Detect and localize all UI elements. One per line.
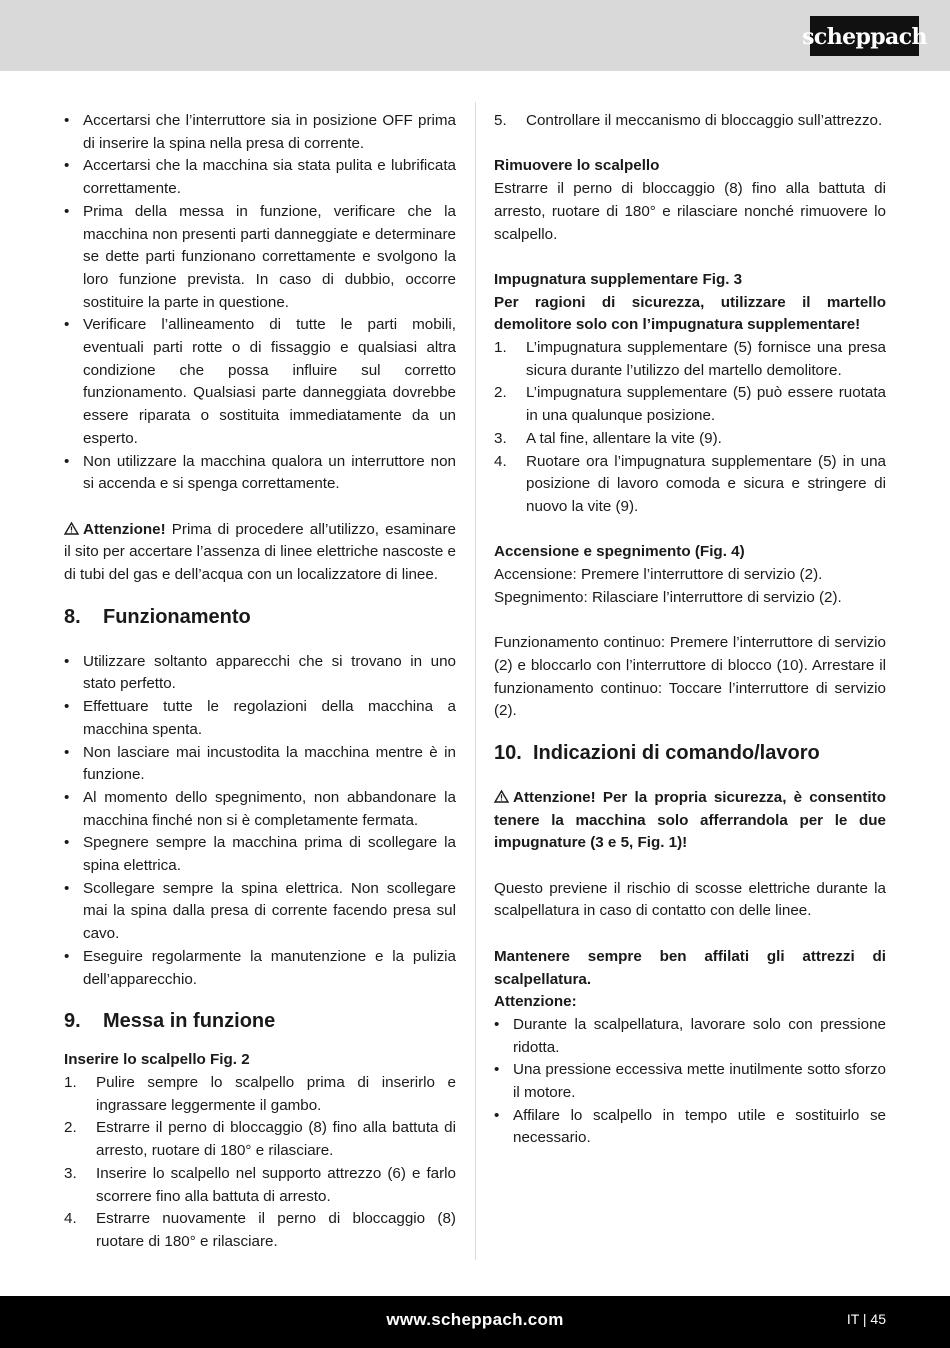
attention-label: Attenzione: [494,993,577,1011]
list-item [494,382,886,427]
page-number: IT | 45 [846,1311,886,1327]
list-item: • Durante la scalpellatura, lavorare solo con pressione ridotta. [494,1014,886,1059]
step-number: 1. [494,339,507,356]
list-item [64,1072,456,1117]
list-item: • Al momento dello spegnimento, non abbandonare la macchina finché non si è completamente fermata. [64,787,456,832]
section-title: Messa in funzione [103,1010,276,1033]
list-item [494,110,886,133]
step-text: L’impugnatura supplementare (5) può essere ruotata in una qualunque posizione. [526,384,886,425]
footer-bar [0,1296,950,1348]
shock-prevention-text: Questo previene il rischio di scosse elettriche durante la scalpellatura in caso di contatto con delle linee. [494,879,886,920]
section-title: Funzionamento [103,605,251,628]
grip-warning-paragraph [494,787,886,855]
step-number: 2. [494,384,507,402]
list-item [494,337,886,382]
brand-logo-graphic [802,16,927,56]
check-lock-step [494,110,886,133]
step-text: Estrarre nuovamente il perno di bloccaggio (8) ruotare di 180° e rilasciare. [96,1210,456,1250]
continuous-operation-text: Funzionamento continuo: Premere l’interruttore di servizio (2) e bloccarlo con l’interruttore di blocco (10). Arrestare il funzionamento continuo: Toccare l’interruttore di servizio (2). [494,634,886,720]
section-number: 8. [64,605,81,628]
handle-subhead: Impugnatura supplementare Fig. 3 [494,270,743,288]
list-item: • Non lasciare mai incustodita la macchina mentre è in funzione. [64,742,456,787]
list-item [494,428,886,451]
right-column [494,110,886,1150]
switch-off-text: Spegnimento: Rilasciare l’interruttore di servizio (2). [494,588,842,606]
list-item [64,1208,456,1253]
handle-safety-note: Per ragioni di sicurezza, utilizzare il martello demolitore solo con l’impugnatura supplementare! [494,293,886,334]
section-8-heading [64,605,456,629]
step-text: Pulire sempre lo scalpello prima di inserirlo e ingrassare leggermente il gambo. [96,1074,456,1114]
step-number: 4. [494,452,507,470]
step-text: Estrarre il perno di bloccaggio (8) fino alla battuta di arresto, ruotare di 180° e rilasciare. [96,1119,456,1160]
step-text: L’impugnatura supplementare (5) fornisce una presa sicura durante l’utilizzo del martello demolitore. [526,339,886,379]
list-item: • Una pressione eccessiva mette inutilmente sotto sforzo il motore. [494,1059,886,1104]
svg-text:scheppach: scheppach [802,24,927,50]
warning-triangle-icon [64,522,79,535]
section-8-bullet-list [64,651,456,992]
step-number: 3. [64,1164,77,1182]
grip-warning-text: Attenzione! Per la propria sicurezza, è consentito tenere la macchina solo afferrandola per le due impugnature (3 e 5, Fig. 1)! [494,788,886,852]
step-text: Inserire lo scalpello nel supporto attrezzo (6) e farlo scorrere fino alla battuta di arresto. [96,1164,456,1205]
warning-triangle-icon [494,790,509,803]
section-9-heading [64,1009,456,1033]
list-item: • Accertarsi che l’interruttore sia in posizione OFF prima di inserire la spina nella presa di corrente. [64,110,456,155]
list-item: • Spegnere sempre la macchina prima di scollegare la spina elettrica. [64,832,456,877]
switch-subhead: Accensione e spegnimento (Fig. 4) [494,543,745,561]
chiseling-tips-list [494,1014,886,1150]
step-text: Ruotare ora l’impugnatura supplementare (5) in una posizione di lavoro comoda e sicura e stringere di nuovo la vite (9). [526,452,886,515]
list-item [64,1163,456,1208]
section-title: Indicazioni di comando/lavoro [533,741,820,764]
left-column [64,110,456,1254]
step-number: 3. [494,429,507,447]
step-text: Controllare il meccanismo di bloccaggio sull’attrezzo. [526,112,883,129]
step-number: 1. [64,1074,77,1091]
list-item: • Accertarsi che la macchina sia stata pulita e lubrificata correttamente. [64,155,456,200]
intro-bullet-list [64,110,456,496]
list-item: • Eseguire regolarmente la manutenzione e la pulizia dell’apparecchio. [64,946,456,991]
remove-chisel-text: Estrarre il perno di bloccaggio (8) fino alla battuta di arresto, ruotare di 180° e rilasciare nonché rimuovere lo scalpello. [494,180,886,243]
website-link[interactable]: www.scheppach.com [386,1310,564,1329]
list-item: • Affilare lo scalpello in tempo utile e sostituirlo se necessario. [494,1105,886,1150]
switch-on-text: Accensione: Premere l’interruttore di servizio (2). [494,566,823,584]
list-item: • Utilizzare soltanto apparecchi che si trovano in uno stato perfetto. [64,651,456,696]
list-item [494,451,886,519]
step-number: 2. [64,1119,77,1137]
list-item: • Prima della messa in funzione, verificare che la macchina non presenti parti danneggiate e determinare se dette parti funzionano correttamente e svolgono la loro funzione prevista. In caso di dubbio, occorre sostituire la parte in questione. [64,201,456,315]
step-number: 4. [64,1210,77,1228]
column-divider [475,102,476,1260]
warning-label: Attenzione! [83,520,166,538]
warning-text: Prima di procedere all’utilizzo, esaminare il sito per accertare l’assenza di linee elettriche nascoste e di tubi del gas e dell’acqua con un localizzatore di linee. [64,520,456,584]
brand-logo [802,16,927,56]
section-number: 10. [494,741,522,764]
handle-steps [494,337,886,519]
section-10-heading [494,741,886,765]
list-item: • Effettuare tutte le regolazioni della macchina a macchina spenta. [64,696,456,741]
insert-chisel-subhead: Inserire lo scalpello Fig. 2 [64,1051,250,1069]
list-item: • Scollegare sempre la spina elettrica. Non scollegare mai la spina dalla presa di corrente facendo presa sul cavo. [64,878,456,946]
header-bar [0,0,950,71]
step-number: 5. [494,112,507,129]
step-text: A tal fine, allentare la vite (9). [526,429,722,447]
remove-chisel-subhead: Rimuovere lo scalpello [494,157,660,175]
list-item [64,1117,456,1162]
sharpen-note: Mantenere sempre ben affilati gli attrezzi di scalpellatura. [494,947,886,988]
list-item: • Non utilizzare la macchina qualora un interruttore non si accenda e si spenga correttamente. [64,451,456,496]
insert-chisel-steps [64,1072,456,1254]
list-item: • Verificare l’allineamento di tutte le parti mobili, eventuali parti rotte o di fissaggio e qualsiasi altra condizione che possa influire sul corretto funzionamento. Qualsiasi parte danneggiata dovrebbe essere riparata o sostituita immediatamente da un esperto. [64,314,456,450]
warning-paragraph [64,519,456,587]
section-number: 9. [64,1010,81,1033]
